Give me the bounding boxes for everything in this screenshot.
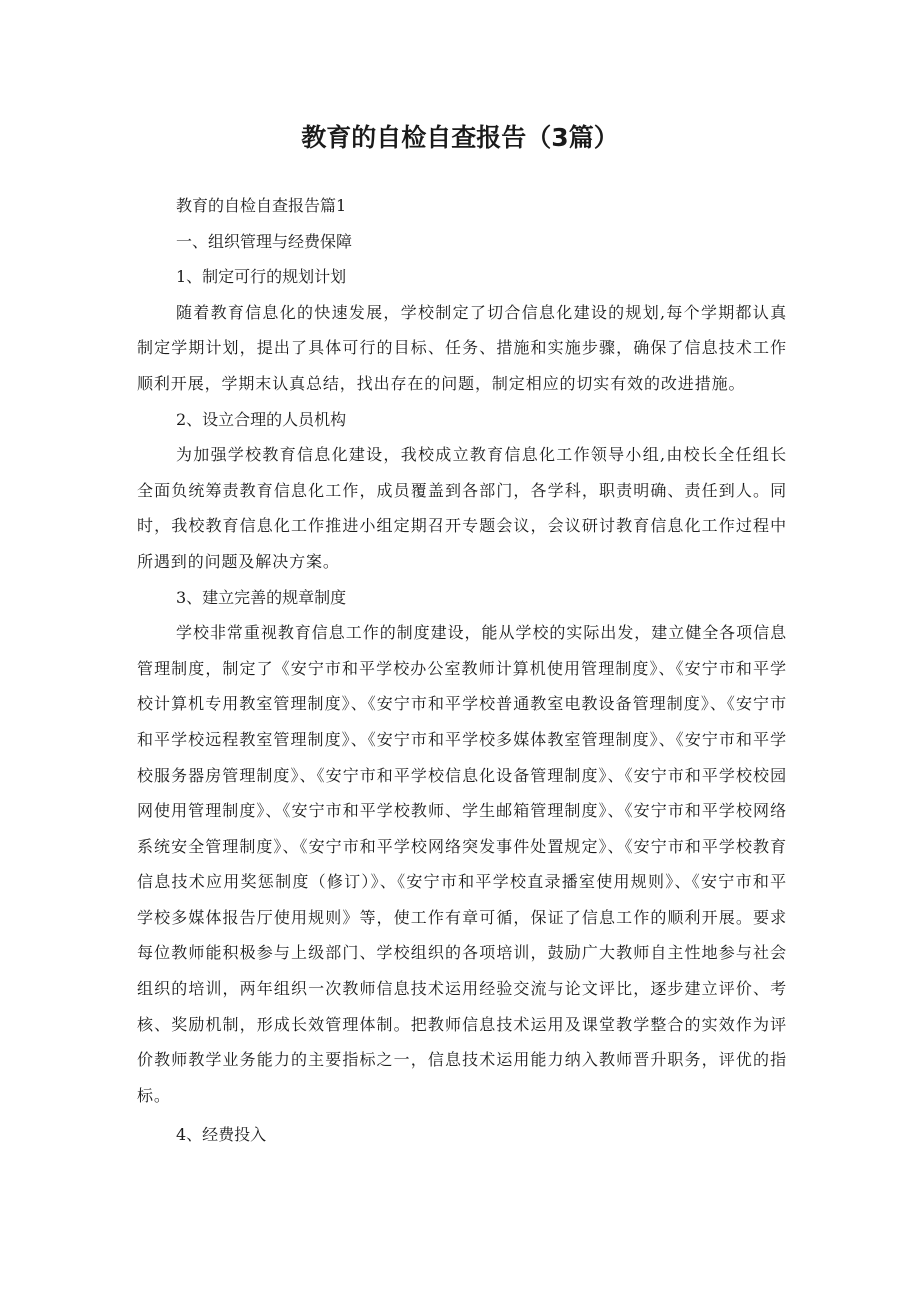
item-heading: 3、建立完善的规章制度: [176, 587, 347, 607]
document-body: [137, 188, 787, 1153]
document-title: 教育的自检自查报告（3篇）: [301, 123, 619, 152]
item-heading: 1、制定可行的规划计划: [176, 267, 347, 287]
section-title: 教育的自检自查报告篇1: [176, 196, 347, 215]
item-heading: 4、经费投入: [176, 1125, 267, 1145]
item-paragraph: 随着教育信息化的快速发展，学校制定了切合信息化建设的规划,每个学期都认真制定学期计划，提出了具体可行的目标、任务、措施和实施步骤，确保了信息技术工作顺利开展，学期末认真总结，找出存在的问题，制定相应的切实有效的改进措施。: [137, 302, 787, 393]
item-paragraph: 为加强学校教育信息化建设，我校成立教育信息化工作领导小组,由校长全任组长全面负统筹责教育信息化工作，成员覆盖到各部门，各学科，职责明确、责任到人。同时，我校教育信息化工作推进小组定期召开专题会议，会议研讨教育信息化工作过程中所遇到的问题及解决方案。: [137, 445, 787, 571]
part-heading: 一、组织管理与经费保障: [176, 231, 353, 251]
item-heading: 2、设立合理的人员机构: [176, 409, 347, 429]
item-paragraph: 学校非常重视教育信息工作的制度建设，能从学校的实际出发，建立健全各项信息管理制度，制定了《安宁市和平学校办公室教师计算机使用管理制度》、《安宁市和平学校计算机专用教室管理制度》、《安宁市和平学校普通教室电教设备管理制度》、《安宁市和平学校远程教室管理制度》、《安宁市和平学校多媒体教室管理制度》、《安宁市和平学校服务器房管理制度》、《安宁市和平学校信息化设备管理制度》、《安宁市和平学校校园网使用管理制度》、《安宁市和平学校教师、学生邮箱管理制度》、《安宁市和平学校网络系统安全管理制度》、《安宁市和平学校网络突发事件处置规定》、《安宁市和平学校教育信息技术应用奖惩制度（修订）》、《安宁市和平学校直录播室使用规则》、《安宁市和平学校多媒体报告厅使用规则》等，使工作有章可循，保证了信息工作的顺利开展。要求每位教师能积极参与上级部门、学校组织的各项培训，鼓励广大教师自主性地参与社会组织的培训，两年组织一次教师信息技术运用经验交流与论文评比，逐步建立评价、考核、奖励机制，形成长效管理体制。把教师信息技术运用及课堂教学整合的实效作为评价教师教学业务能力的主要指标之一，信息技术运用能力纳入教师晋升职务，评优的指标。: [137, 623, 787, 1105]
